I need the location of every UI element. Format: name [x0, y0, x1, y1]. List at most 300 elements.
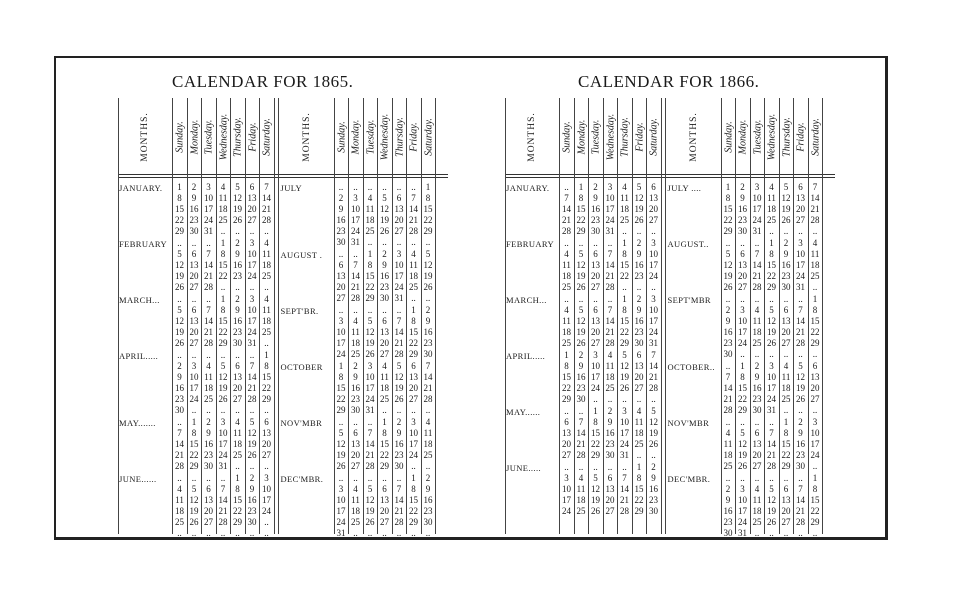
- day-cell: 28: [204, 282, 213, 292]
- day-cell: 16: [247, 495, 257, 505]
- day-cell: 3: [651, 294, 656, 304]
- day-cell: ..: [206, 473, 211, 483]
- day-cell: 20: [189, 327, 199, 337]
- day-cell: ..: [249, 405, 255, 415]
- day-cell: 16: [634, 316, 644, 326]
- day-header-label: Thursday.: [781, 117, 792, 157]
- day-cell: 6: [411, 361, 416, 371]
- day-cell: 29: [380, 461, 389, 471]
- day-cell: 11: [752, 316, 762, 326]
- day-cell: 4: [264, 238, 269, 248]
- day-cell: 17: [394, 271, 404, 281]
- day-cell: 21: [204, 327, 213, 337]
- day-cell: 1: [725, 182, 731, 192]
- day-cell: ..: [220, 405, 226, 415]
- day-cell: 7: [769, 428, 774, 438]
- day-cell: ..: [367, 182, 373, 192]
- day-cell: ..: [338, 305, 344, 315]
- day-cell: 4: [425, 417, 431, 427]
- day-cell: 26: [634, 215, 644, 225]
- day-column-header: [575, 102, 589, 172]
- day-cell: 25: [262, 271, 271, 281]
- day-cell: ..: [353, 182, 358, 192]
- day-cell: ..: [578, 238, 584, 248]
- day-cell: 9: [593, 193, 598, 203]
- day-cell: 24: [738, 338, 747, 348]
- day-cell: 4: [812, 238, 818, 248]
- day-cell: 15: [262, 372, 271, 382]
- day-cell: 19: [175, 327, 184, 337]
- day-cell: 21: [351, 282, 360, 292]
- day-cell: 25: [262, 327, 271, 337]
- day-cell: ..: [754, 294, 760, 304]
- day-cell: ..: [235, 528, 240, 538]
- day-cell: 6: [206, 484, 211, 494]
- day-cell: 21: [175, 450, 184, 460]
- day-cell: 12: [247, 428, 257, 438]
- day-cell: 29: [723, 226, 733, 236]
- day-cell: 23: [380, 282, 389, 292]
- day-cell: 29: [576, 226, 586, 236]
- day-cell: 23: [723, 517, 733, 527]
- month-name: SEPT'MBR: [667, 295, 711, 305]
- day-cell: 22: [767, 271, 776, 281]
- day-cell: 22: [620, 327, 629, 337]
- day-cell: 15: [738, 383, 747, 393]
- day-cell: ..: [206, 528, 211, 538]
- day-cell: 12: [218, 372, 228, 382]
- day-cell: 8: [593, 417, 598, 427]
- day-cell: 1: [593, 406, 598, 416]
- day-cell: 19: [634, 204, 644, 214]
- day-cell: 10: [796, 249, 805, 259]
- day-cell: 19: [380, 215, 389, 225]
- day-cell: 12: [423, 260, 433, 270]
- day-cell: 28: [796, 517, 805, 527]
- day-cell: ..: [264, 226, 269, 236]
- day-cell: 26: [189, 517, 199, 527]
- day-cell: ..: [636, 450, 642, 460]
- day-cell: 27: [204, 517, 213, 527]
- day-column-header: [809, 102, 823, 172]
- day-cell: 1: [367, 249, 373, 259]
- day-cell: 1: [220, 238, 226, 248]
- day-cell: 17: [738, 327, 747, 337]
- day-cell: 24: [336, 349, 346, 359]
- day-cell: 19: [233, 204, 242, 214]
- day-cell: 2: [593, 182, 598, 192]
- day-cell: 26: [175, 338, 184, 348]
- day-cell: 24: [247, 271, 257, 281]
- day-cell: 12: [380, 204, 389, 214]
- day-cell: 16: [738, 204, 747, 214]
- day-cell: 21: [649, 372, 658, 382]
- day-cell: 27: [591, 282, 600, 292]
- day-column-header: [349, 102, 363, 172]
- day-cell: 7: [754, 249, 760, 259]
- day-cell: 2: [607, 406, 613, 416]
- day-cell: ..: [564, 182, 569, 192]
- day-cell: 23: [423, 338, 433, 348]
- day-column-header: [633, 102, 647, 172]
- day-cell: 5: [382, 193, 387, 203]
- day-cell: 9: [607, 417, 613, 427]
- day-cell: 2: [798, 417, 803, 427]
- day-cell: 27: [189, 282, 199, 292]
- month-name: MAY......: [506, 407, 541, 417]
- day-cell: 8: [740, 372, 745, 382]
- day-cell: 23: [423, 506, 433, 516]
- day-cell: 7: [812, 182, 818, 192]
- day-cell: 28: [175, 461, 184, 471]
- day-cell: ..: [264, 528, 269, 538]
- day-cell: 23: [781, 271, 791, 281]
- day-cell: 18: [634, 428, 644, 438]
- day-cell: ..: [191, 238, 197, 248]
- day-cell: 20: [810, 383, 820, 393]
- day-cell: 27: [394, 226, 404, 236]
- day-cell: 28: [605, 282, 615, 292]
- day-cell: 5: [177, 249, 182, 259]
- day-cell: 18: [767, 204, 776, 214]
- day-cell: 29: [810, 338, 820, 348]
- day-cell: 20: [591, 327, 600, 337]
- day-header-label: Tuesday.: [365, 119, 376, 155]
- day-cell: 29: [620, 338, 629, 348]
- day-cell: ..: [191, 528, 197, 538]
- day-cell: 16: [394, 439, 404, 449]
- day-cell: 21: [394, 338, 404, 348]
- day-cell: 3: [220, 417, 226, 427]
- day-cell: 14: [562, 204, 571, 214]
- day-cell: 7: [607, 249, 613, 259]
- day-header-label: Thursday.: [232, 117, 244, 157]
- calendar-title-1866: CALENDAR FOR 1866.: [578, 72, 760, 91]
- day-cell: ..: [769, 473, 774, 483]
- day-cell: ..: [249, 282, 255, 292]
- day-cell: 20: [233, 383, 242, 393]
- day-cell: 22: [562, 383, 571, 393]
- day-cell: 1: [220, 294, 226, 304]
- day-cell: 15: [218, 260, 228, 270]
- day-cell: 27: [796, 215, 805, 225]
- day-cell: ..: [769, 417, 774, 427]
- calendar-title-1865: CALENDAR FOR 1865.: [172, 72, 354, 91]
- day-column-header: [736, 102, 750, 172]
- day-cell: 8: [220, 305, 226, 315]
- day-cell: ..: [622, 282, 627, 292]
- day-cell: 28: [767, 461, 776, 471]
- month-name: MARCH...: [506, 295, 547, 305]
- day-cell: 5: [769, 484, 774, 494]
- day-cell: 27: [810, 394, 820, 404]
- day-cell: 11: [380, 372, 389, 382]
- day-cell: 3: [411, 417, 416, 427]
- day-cell: ..: [338, 473, 344, 483]
- day-cell: 15: [336, 383, 346, 393]
- month-name: SEPT'BR.: [280, 306, 319, 316]
- day-cell: 9: [353, 372, 358, 382]
- day-cell: 2: [636, 238, 642, 248]
- day-cell: 15: [620, 260, 629, 270]
- day-cell: 9: [206, 428, 211, 438]
- day-cell: 26: [218, 394, 228, 404]
- month-name: JANUARY.: [506, 183, 550, 193]
- day-cell: 8: [636, 473, 642, 483]
- day-cell: 30: [752, 405, 762, 415]
- day-cell: 22: [189, 450, 199, 460]
- day-cell: 21: [605, 327, 615, 337]
- day-column-header: [422, 102, 436, 172]
- day-cell: 23: [351, 394, 360, 404]
- day-cell: 23: [591, 215, 600, 225]
- day-cell: ..: [396, 237, 402, 247]
- months-column-header: [505, 102, 559, 172]
- day-cell: ..: [812, 226, 818, 236]
- day-cell: 14: [247, 372, 257, 382]
- day-cell: 14: [409, 204, 418, 214]
- day-cell: 10: [649, 249, 658, 259]
- month-name: OCTOBER..: [667, 362, 715, 372]
- day-cell: 13: [752, 439, 762, 449]
- day-cell: ..: [396, 473, 402, 483]
- day-cell: 4: [754, 305, 760, 315]
- day-cell: 26: [796, 394, 805, 404]
- day-cell: 31: [738, 528, 747, 538]
- day-cell: 19: [336, 450, 346, 460]
- day-cell: 19: [247, 439, 257, 449]
- day-cell: 12: [189, 495, 199, 505]
- day-cell: 5: [367, 484, 373, 494]
- day-cell: 1: [812, 294, 818, 304]
- day-cell: 21: [394, 506, 404, 516]
- day-cell: 27: [649, 215, 658, 225]
- day-cell: 23: [796, 450, 805, 460]
- day-cell: 28: [796, 338, 805, 348]
- day-cell: 29: [423, 226, 433, 236]
- day-cell: 28: [204, 338, 213, 348]
- day-cell: ..: [607, 394, 613, 404]
- day-cell: 18: [620, 204, 629, 214]
- day-cell: 16: [649, 484, 658, 494]
- months-header-label: MONTHS.: [301, 112, 312, 162]
- day-cell: 15: [218, 316, 228, 326]
- day-cell: 17: [247, 260, 257, 270]
- day-cell: 7: [607, 305, 613, 315]
- day-cell: ..: [177, 528, 182, 538]
- day-cell: 16: [723, 506, 733, 516]
- day-cell: 3: [249, 294, 255, 304]
- day-cell: 30: [175, 405, 184, 415]
- day-cell: 16: [380, 271, 389, 281]
- day-cell: 7: [798, 305, 803, 315]
- day-cell: 1: [812, 473, 818, 483]
- day-cell: 8: [338, 372, 344, 382]
- day-cell: 3: [812, 417, 818, 427]
- day-cell: 21: [247, 383, 257, 393]
- day-cell: 8: [812, 484, 818, 494]
- day-cell: 24: [204, 215, 213, 225]
- day-cell: 9: [235, 249, 240, 259]
- day-header-label: Sunday.: [174, 121, 186, 153]
- day-cell: 1: [622, 238, 627, 248]
- day-cell: 1: [411, 305, 416, 315]
- day-cell: ..: [651, 226, 656, 236]
- day-cell: ..: [651, 450, 656, 460]
- day-cell: 26: [620, 383, 629, 393]
- day-cell: 20: [262, 439, 271, 449]
- day-cell: 5: [396, 361, 402, 371]
- day-cell: 30: [576, 394, 586, 404]
- day-cell: 26: [649, 439, 658, 449]
- day-cell: 1: [578, 182, 584, 192]
- day-cell: 3: [249, 238, 255, 248]
- day-cell: 25: [752, 338, 762, 348]
- day-cell: 6: [382, 316, 387, 326]
- day-cell: 31: [752, 226, 762, 236]
- day-cell: 24: [649, 271, 658, 281]
- day-cell: 27: [781, 517, 791, 527]
- day-cell: 7: [425, 361, 431, 371]
- day-cell: 28: [409, 226, 418, 236]
- day-cell: 20: [752, 450, 762, 460]
- day-cell: 18: [810, 260, 820, 270]
- day-cell: 24: [562, 506, 571, 516]
- day-cell: ..: [235, 282, 240, 292]
- day-cell: ..: [191, 473, 197, 483]
- day-cell: 19: [218, 383, 228, 393]
- day-cell: 10: [562, 484, 571, 494]
- day-cell: 17: [767, 383, 776, 393]
- day-cell: 16: [576, 372, 586, 382]
- day-cell: 9: [235, 305, 240, 315]
- day-cell: ..: [783, 405, 789, 415]
- day-cell: 24: [336, 517, 346, 527]
- day-cell: 31: [767, 405, 776, 415]
- day-cell: 24: [810, 450, 820, 460]
- day-cell: ..: [353, 528, 358, 538]
- day-cell: 13: [189, 260, 199, 270]
- day-cell: 16: [175, 383, 184, 393]
- day-cell: ..: [396, 405, 402, 415]
- day-cell: 6: [651, 182, 656, 192]
- day-cell: 12: [767, 495, 776, 505]
- day-cell: 30: [233, 338, 242, 348]
- day-cell: 24: [796, 271, 805, 281]
- day-cell: 27: [262, 450, 271, 460]
- day-cell: 15: [409, 495, 418, 505]
- day-cell: 4: [177, 484, 182, 494]
- day-cell: ..: [411, 461, 416, 471]
- day-cell: 9: [636, 305, 642, 315]
- day-cell: 4: [622, 182, 627, 192]
- day-cell: 6: [249, 182, 255, 192]
- day-cell: 17: [796, 260, 805, 270]
- day-cell: 25: [423, 450, 433, 460]
- day-cell: 29: [409, 349, 418, 359]
- day-cell: 17: [409, 439, 418, 449]
- day-cell: 12: [620, 361, 629, 371]
- day-cell: 19: [394, 383, 404, 393]
- day-cell: ..: [564, 294, 569, 304]
- day-cell: 4: [783, 361, 789, 371]
- day-cell: 7: [622, 473, 627, 483]
- day-cell: 8: [411, 316, 416, 326]
- day-cell: 13: [738, 260, 747, 270]
- day-cell: 27: [409, 394, 418, 404]
- day-cell: 27: [781, 338, 791, 348]
- day-cell: 20: [247, 204, 257, 214]
- day-cell: 2: [636, 294, 642, 304]
- day-cell: ..: [264, 461, 269, 471]
- day-cell: ..: [622, 462, 627, 472]
- day-column-header: [173, 102, 187, 172]
- day-cell: 4: [353, 484, 358, 494]
- day-cell: 11: [634, 417, 644, 427]
- day-cell: 19: [767, 506, 776, 516]
- day-cell: 30: [247, 517, 257, 527]
- day-cell: 22: [262, 383, 271, 393]
- day-cell: ..: [425, 461, 431, 471]
- month-name: MARCH...: [119, 295, 160, 305]
- day-cell: 28: [218, 517, 228, 527]
- day-cell: ..: [411, 293, 416, 303]
- day-column-header: [335, 102, 349, 172]
- day-cell: 25: [351, 349, 360, 359]
- day-cell: ..: [353, 249, 358, 259]
- day-cell: ..: [249, 528, 255, 538]
- day-cell: 19: [649, 428, 658, 438]
- day-cell: 30: [336, 237, 346, 247]
- day-cell: 2: [578, 350, 584, 360]
- day-cell: 7: [411, 193, 416, 203]
- day-cell: ..: [220, 226, 226, 236]
- day-cell: 9: [636, 249, 642, 259]
- day-cell: 27: [380, 349, 389, 359]
- day-cell: 29: [409, 517, 418, 527]
- day-cell: 12: [365, 327, 375, 337]
- day-cell: 6: [382, 484, 387, 494]
- day-cell: 22: [810, 506, 820, 516]
- day-cell: 2: [651, 462, 656, 472]
- day-cell: ..: [425, 528, 431, 538]
- day-cell: ..: [338, 182, 344, 192]
- day-cell: 19: [423, 271, 433, 281]
- day-cell: 11: [605, 361, 615, 371]
- day-cell: 26: [723, 282, 733, 292]
- day-cell: 18: [576, 495, 586, 505]
- day-cell: 18: [562, 327, 571, 337]
- day-cell: 23: [723, 338, 733, 348]
- day-cell: 10: [767, 372, 776, 382]
- day-cell: 5: [636, 182, 642, 192]
- day-cell: ..: [783, 349, 789, 359]
- day-cell: ..: [812, 282, 818, 292]
- month-name: OCTOBER: [280, 362, 323, 372]
- day-cell: 11: [233, 428, 242, 438]
- day-cell: 13: [562, 428, 571, 438]
- day-cell: ..: [564, 462, 569, 472]
- day-cell: 31: [218, 461, 228, 471]
- day-cell: ..: [798, 528, 803, 538]
- day-cell: 24: [767, 394, 776, 404]
- day-column-header: [231, 102, 245, 172]
- day-cell: 25: [781, 394, 791, 404]
- day-cell: 20: [380, 506, 389, 516]
- day-cell: 30: [634, 338, 644, 348]
- day-cell: 18: [233, 439, 242, 449]
- header-rule: [118, 174, 448, 175]
